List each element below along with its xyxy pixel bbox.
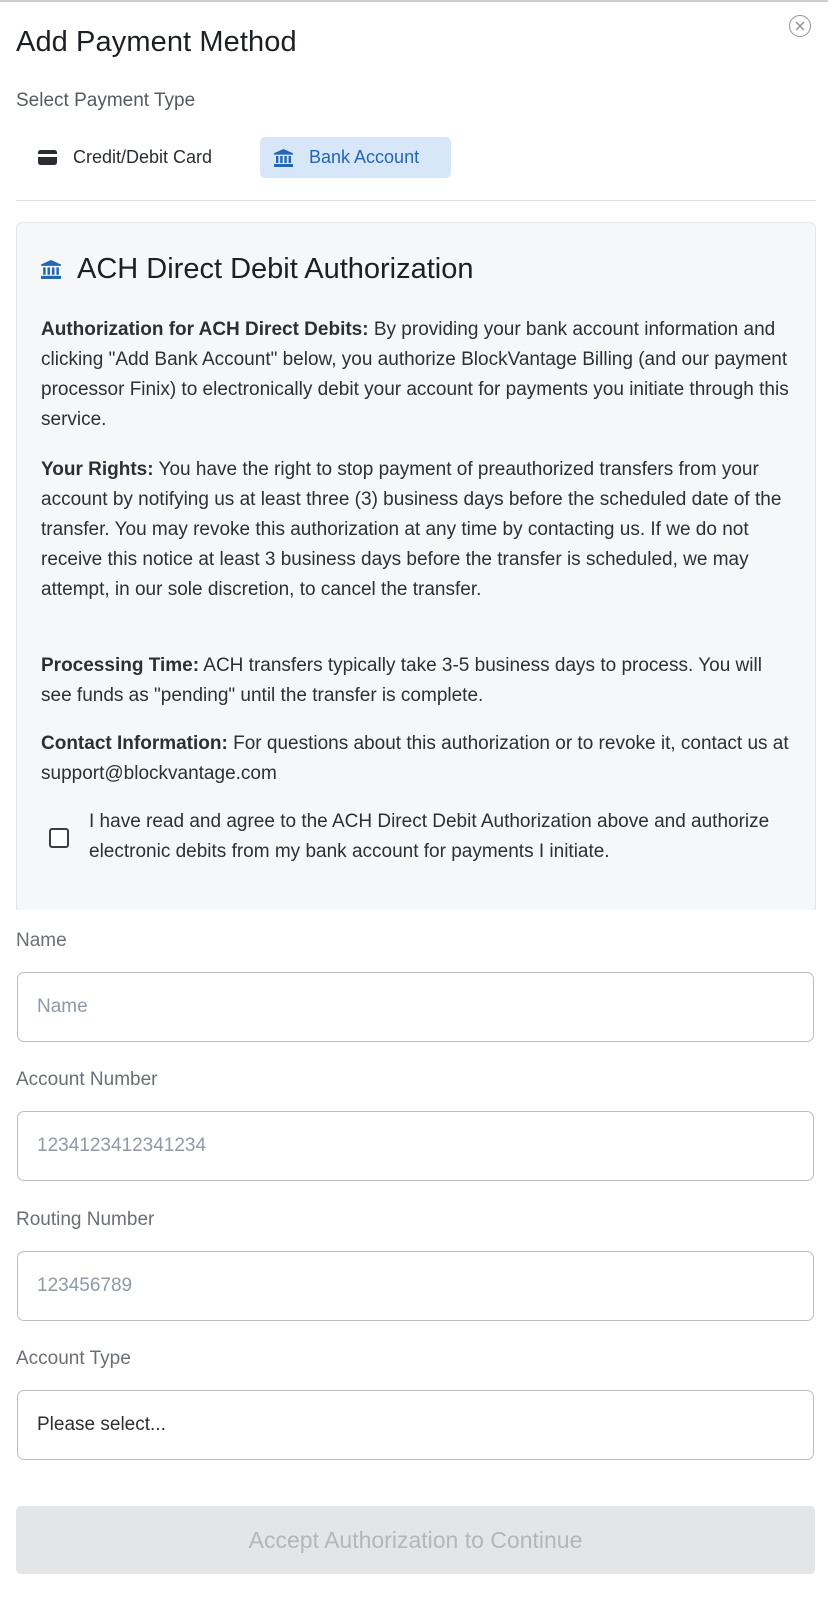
paragraph-body: By providing your bank account information and clicking "Add Bank Account" below, you authorize BlockVantage Billing (and our payment processor Finix) to electronically debit your account for payments you initiate through this service. [41,319,789,430]
rights-paragraph [41,455,793,605]
modal-title: Add Payment Method [16,26,297,58]
account-number-input[interactable] [17,1111,814,1181]
bank-icon [274,149,293,167]
account-type-select[interactable] [17,1390,814,1460]
agree-checkbox-row[interactable] [49,807,799,867]
close-button[interactable] [789,15,811,37]
account-number-label: Account Number [16,1069,158,1090]
tab-bank-account[interactable] [260,137,451,178]
accept-authorization-button[interactable] [16,1506,815,1574]
agree-checkbox-label: I have read and agree to the ACH Direct Debit Authorization above and authorize electronic debits from my bank account for payments I initiate. [89,811,770,862]
ach-authorization-title-text: ACH Direct Debit Authorization [77,253,474,285]
paragraph-body: For questions about this authorization or to revoke it, contact us at support@blockvantage.com [41,733,789,784]
routing-number-input[interactable] [17,1251,814,1321]
paragraph-heading: Contact Information: [41,733,228,754]
account-type-label: Account Type [16,1348,131,1369]
name-input[interactable] [17,972,814,1042]
processing-time-paragraph [41,651,793,711]
tab-bank-account-label: Bank Account [309,147,420,167]
name-label: Name [16,930,67,951]
bank-icon [41,260,61,279]
paragraph-body: You have the right to stop payment of preauthorized transfers from your account by notifying us at least three (3) business days before the scheduled date of the transfer. You may revoke this authorization at any time by contacting us. If we do not receive this notice at least 3 business days before the transfer is scheduled, we may attempt, in our sole discretion, to cancel the transfer. [41,459,782,600]
agree-checkbox[interactable] [49,828,69,848]
paragraph-heading: Authorization for ACH Direct Debits: [41,319,369,340]
ach-authorization-panel [16,222,816,910]
paragraph-body: ACH transfers typically take 3-5 business days to process. You will see funds as "pending" until the transfer is complete. [41,655,762,706]
accept-authorization-button-label: Accept Authorization to Continue [248,1526,583,1553]
credit-card-icon [38,150,57,165]
ach-authorization-title [41,253,474,286]
authorization-paragraph [41,315,793,435]
tab-credit-debit-card-label: Credit/Debit Card [73,147,213,167]
contact-information-paragraph [41,729,793,789]
divider [16,200,816,201]
close-circle-icon [795,21,805,31]
account-type-selected-value: Please select... [37,1414,166,1435]
select-payment-type-label: Select Payment Type [16,90,196,111]
routing-number-label: Routing Number [16,1209,155,1230]
paragraph-heading: Your Rights: [41,459,154,480]
paragraph-heading: Processing Time: [41,655,200,676]
tab-credit-debit-card[interactable] [22,137,228,178]
